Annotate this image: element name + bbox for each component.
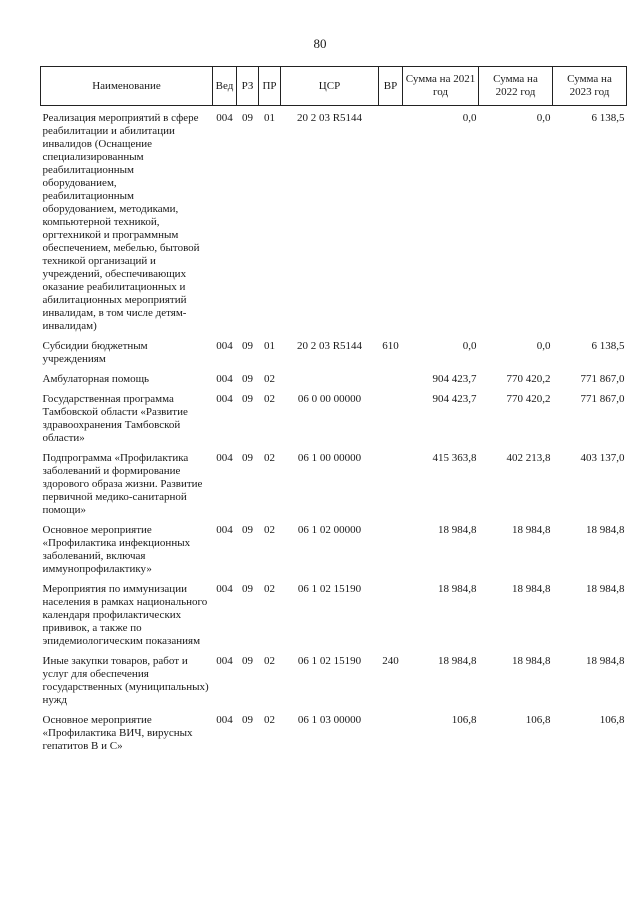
row-sum-2023: 18 984,8: [586, 583, 625, 595]
row-vr: [379, 517, 403, 576]
row-name: Мероприятия по иммунизации населения в рамках национального календаря профилактических прививок, а также по эпидемиологическим показаниям: [42, 583, 208, 647]
row-ved: 004: [216, 373, 233, 385]
row-rz: 09: [242, 583, 253, 595]
row-csr: [281, 366, 379, 386]
header-pr: ПР: [259, 67, 281, 106]
row-csr: 06 0 00 00000: [297, 393, 362, 405]
row-csr: 06 1 03 00000: [297, 714, 362, 726]
row-rz: 09: [242, 452, 253, 464]
table-row: [41, 517, 627, 576]
row-pr: 02: [264, 655, 275, 667]
row-vr: 240: [382, 655, 399, 667]
row-pr: 02: [264, 452, 275, 464]
row-sum-2022: 770 420,2: [506, 393, 551, 405]
row-name: Основное мероприятие «Профилактика ВИЧ, вирусных гепатитов В и С»: [42, 714, 193, 752]
table-row: [41, 386, 627, 445]
row-csr: 20 2 03 R5144: [296, 340, 363, 352]
row-pr: 02: [264, 373, 275, 385]
row-sum-2023: 403 137,0: [580, 452, 625, 464]
row-pr: 02: [264, 393, 275, 405]
row-pr: 01: [264, 340, 275, 352]
table-header: [41, 67, 627, 106]
row-sum-2021: 904 423,7: [432, 373, 477, 385]
row-vr: 610: [382, 340, 399, 352]
row-sum-2023: 6 138,5: [591, 112, 625, 124]
row-rz: 09: [242, 112, 253, 124]
row-sum-2021: 18 984,8: [438, 583, 477, 595]
row-sum-2022: 18 984,8: [512, 583, 551, 595]
row-csr: 06 1 00 00000: [297, 452, 362, 464]
header-vr: ВР: [379, 67, 403, 106]
row-sum-2021: 904 423,7: [432, 393, 477, 405]
row-name: Реализация мероприятий в сфере реабилитации и абилитации инвалидов (Оснащение специализированным реабилитационным оборудованием, реабилитационным оборудованием, методиками, компьютерной техникой, оргтехникой и программным обеспечением, мебелью, бытовой техникой организаций и учреждений, обеспечивающих оказание реабилитационных и абилитационных мероприятий инвалидам, в том числе детям-инвалидам): [42, 112, 200, 332]
table-row: [41, 366, 627, 386]
row-sum-2022: 18 984,8: [512, 524, 551, 536]
row-csr: 06 1 02 15190: [297, 583, 362, 595]
table-body: [41, 106, 627, 754]
row-sum-2022: 402 213,8: [506, 452, 551, 464]
row-sum-2022: 18 984,8: [512, 655, 551, 667]
table-row: [41, 576, 627, 648]
row-sum-2021: 18 984,8: [438, 524, 477, 536]
row-name: Подпрограмма «Профилактика заболеваний и формирование здорового образа жизни. Развитие первичной медико-санитарной помощи»: [42, 452, 203, 516]
row-rz: 09: [242, 393, 253, 405]
row-pr: 02: [264, 583, 275, 595]
row-vr: [379, 366, 403, 386]
row-sum-2022: 0,0: [536, 340, 551, 352]
row-sum-2021: 0,0: [462, 112, 477, 124]
row-ved: 004: [216, 452, 233, 464]
row-sum-2023: 771 867,0: [580, 373, 625, 385]
row-pr: 02: [264, 714, 275, 726]
table-row: [41, 707, 627, 753]
row-name: Иные закупки товаров, работ и услуг для обеспечения государственных (муниципальных) нужд: [42, 655, 209, 706]
row-vr: [379, 445, 403, 517]
row-sum-2021: 0,0: [462, 340, 477, 352]
row-ved: 004: [216, 393, 233, 405]
row-sum-2022: 770 420,2: [506, 373, 551, 385]
row-rz: 09: [242, 524, 253, 536]
row-sum-2023: 771 867,0: [580, 393, 625, 405]
row-sum-2023: 18 984,8: [586, 524, 625, 536]
row-sum-2022: 106,8: [525, 714, 551, 726]
row-rz: 09: [242, 714, 253, 726]
budget-table: [40, 66, 627, 753]
row-sum-2021: 415 363,8: [432, 452, 477, 464]
row-sum-2023: 18 984,8: [586, 655, 625, 667]
row-ved: 004: [216, 112, 233, 124]
page-number: 80: [313, 36, 327, 51]
header-ved: Вед: [213, 67, 237, 106]
row-vr: [379, 576, 403, 648]
row-name: Субсидии бюджетным учреждениям: [42, 340, 148, 365]
header-name: Наименование: [41, 67, 213, 106]
header-csr: ЦСР: [281, 67, 379, 106]
row-csr: 20 2 03 R5144: [296, 112, 363, 124]
row-sum-2023: 6 138,5: [591, 340, 625, 352]
header-sum-2022: Сумма на 2022 год: [479, 67, 553, 106]
row-pr: 01: [264, 112, 275, 124]
table-row: [41, 445, 627, 517]
table-row: [41, 106, 627, 334]
row-vr: [379, 707, 403, 753]
row-name: Государственная программа Тамбовской области «Развитие здравоохранения Тамбовской области»: [42, 393, 188, 444]
row-vr: [379, 106, 403, 334]
row-ved: 004: [216, 583, 233, 595]
row-sum-2021: 18 984,8: [438, 655, 477, 667]
header-rz: РЗ: [237, 67, 259, 106]
row-sum-2021: 106,8: [451, 714, 477, 726]
table-row: [41, 333, 627, 366]
table-row: [41, 648, 627, 707]
row-ved: 004: [216, 655, 233, 667]
row-rz: 09: [242, 340, 253, 352]
row-sum-2022: 0,0: [536, 112, 551, 124]
row-rz: 09: [242, 373, 253, 385]
row-name: Основное мероприятие «Профилактика инфекционных заболеваний, включая иммунопрофилактику»: [42, 524, 191, 575]
row-csr: 06 1 02 00000: [297, 524, 362, 536]
row-csr: 06 1 02 15190: [297, 655, 362, 667]
row-sum-2023: 106,8: [599, 714, 625, 726]
row-pr: 02: [264, 524, 275, 536]
row-vr: [379, 386, 403, 445]
row-rz: 09: [242, 655, 253, 667]
row-ved: 004: [216, 714, 233, 726]
header-sum-2021: Сумма на 2021 год: [403, 67, 479, 106]
row-name: Амбулаторная помощь: [42, 373, 150, 385]
header-sum-2023: Сумма на 2023 год: [553, 67, 627, 106]
row-ved: 004: [216, 524, 233, 536]
row-ved: 004: [216, 340, 233, 352]
